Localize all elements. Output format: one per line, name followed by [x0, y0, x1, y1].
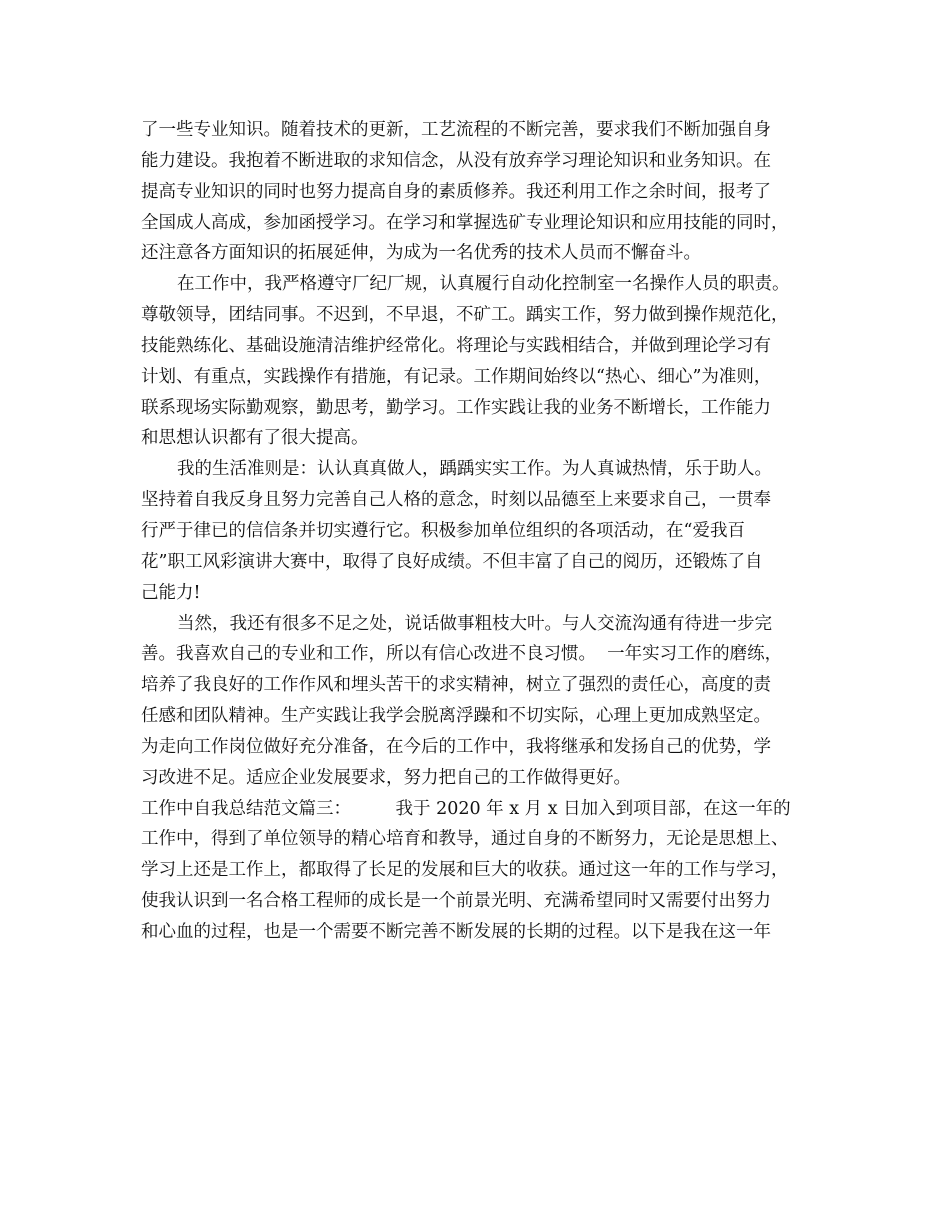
text-line: 和心血的过程，也是一个需要不断完善不断发展的长期的过程。以下是我在这一年	[141, 921, 771, 942]
text-line: 习改进不足。适应企业发展要求，努力把自己的工作做得更好。	[141, 767, 631, 788]
text-line: 联系现场实际勤观察，勤思考，勤学习。工作实践让我的业务不断增长，工作能力	[141, 397, 771, 418]
text-line: 计划、有重点，实践操作有措施，有记录。工作期间始终以“热心、细心”为准则，	[141, 366, 772, 387]
text-line: 任感和团队精神。生产实践让我学会脱离浮躁和不切实际，心理上更加成熟坚定。	[141, 706, 771, 727]
text-line: 了一些专业知识。随着技术的更新，工艺流程的不断完善，要求我们不断加强自身	[141, 120, 771, 140]
text-line: 能力建设。我抱着不断进取的求知信念，从没有放弃学习理论知识和业务知识。在	[141, 150, 771, 171]
text-line: 行严于律已的信信条并切实遵行它。积极参加单位组织的各项活动，在“爱我百	[141, 520, 745, 541]
text-line: 使我认识到一名合格工程师的成长是一个前景光明、充满希望同时又需要付出努力	[141, 891, 771, 912]
text-line: 花”职工风彩演讲大赛中，取得了良好成绩。不但丰富了自己的阅历，还锻炼了自	[141, 551, 763, 572]
text-line: 培养了我良好的工作作风和埋头苦干的求实精神，树立了强烈的责任心，高度的责	[141, 675, 771, 696]
paragraph-first-line: 我的生活准则是：认认真真做人，踽踽实实工作。为人真诚热情，乐于助人。	[177, 459, 772, 480]
text-line: 学习上还是工作上，都取得了长足的发展和巨大的收获。通过这一年的工作与学习，	[141, 860, 789, 881]
paragraph-first-line: 当然，我还有很多不足之处，说话做事粗枝大叶。与人交流沟通有待进一步完	[177, 613, 772, 634]
text-line: 技能熟练化、基础设施清洁维护经常化。将理论与实践相结合，并做到理论学习有	[141, 335, 771, 356]
document-body	[141, 115, 831, 948]
text-line: 还注意各方面知识的拓展延伸，为成为一名优秀的技术人员而不懈奋斗。	[141, 243, 701, 264]
section-heading-line: 工作中自我总结范文篇三： 我于 2020 年 x 月 x 日加入到项目部，在这一年的	[141, 798, 791, 819]
text-line: 善。我喜欢自己的专业和工作，所以有信心改进不良习惯。 一年实习工作的磨练，	[141, 644, 783, 665]
text-line: 和思想认识都有了很大提高。	[141, 428, 369, 449]
text-line: 工作中，得到了单位领导的精心培育和教导，通过自身的不断努力，无论是思想上、	[141, 829, 789, 850]
text-line: 提高专业知识的同时也努力提高自身的素质修养。我还利用工作之余时间，报考了	[141, 181, 771, 202]
text-line: 坚持着自我反身且努力完善自己人格的意念，时刻以品德至上来要求自己，一贯奉	[141, 490, 771, 511]
text-line: 全国成人高成，参加函授学习。在学习和掌握选矿专业理论知识和应用技能的同时，	[141, 212, 789, 233]
text-line: 为走向工作岗位做好充分准备，在今后的工作中，我将继承和发扬自己的优势，学	[141, 736, 771, 757]
text-line: 己能力!	[141, 582, 201, 603]
text-line: 尊敬领导，团结同事。不迟到，不早退，不矿工。踽实工作，努力做到操作规范化，	[141, 305, 789, 326]
paragraph-first-line: 在工作中，我严格遵守厂纪厂规，认真履行自动化控制室一名操作人员的职责。	[177, 274, 790, 295]
